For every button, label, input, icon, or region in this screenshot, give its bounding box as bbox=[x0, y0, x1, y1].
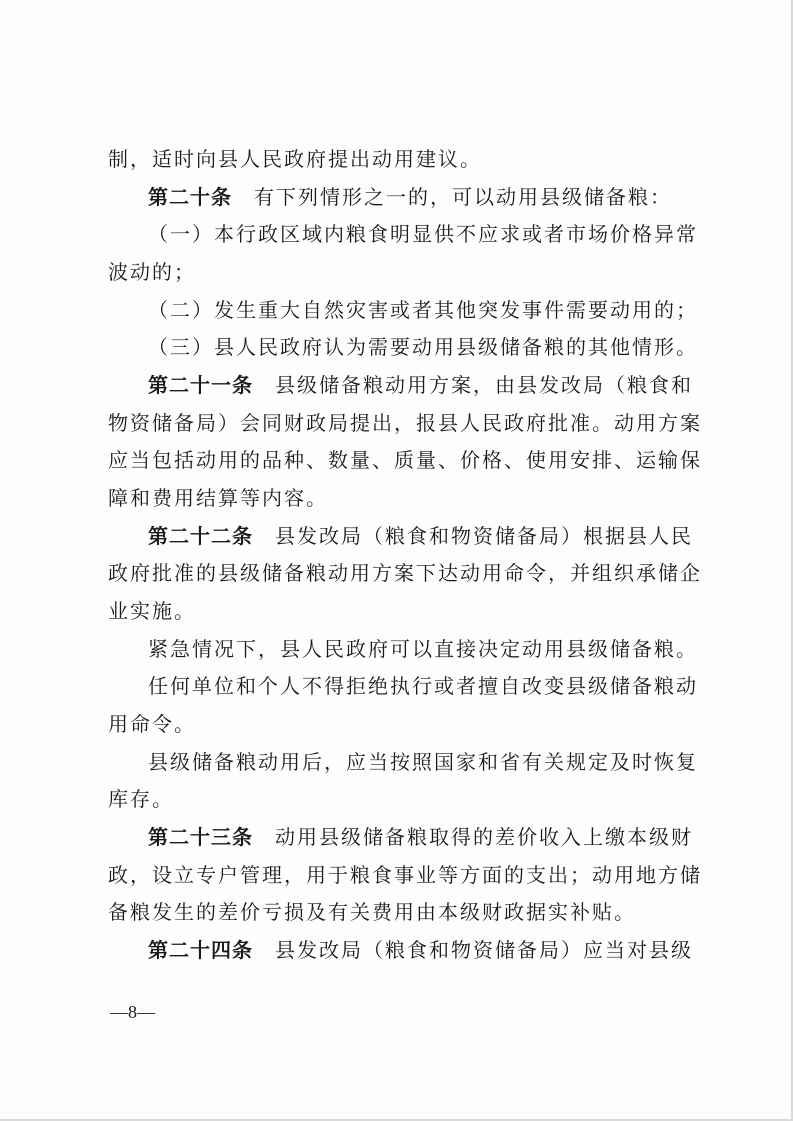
article-heading: 第二十二条 bbox=[148, 524, 253, 548]
text-line: 县级储备粮动用后，应当按照国家和省有关规定及时恢复 bbox=[148, 750, 698, 774]
text-line: 库存。 bbox=[108, 787, 174, 811]
article-heading: 第二十三条 bbox=[148, 825, 253, 849]
text-line: 业实施。 bbox=[108, 599, 196, 623]
article-heading: 第二十四条 bbox=[148, 938, 253, 962]
article-23 bbox=[148, 823, 693, 851]
text-line: （三）县人民政府认为需要动用县级储备粮的其他情形。 bbox=[148, 335, 698, 359]
text-line: 物资储备局）会同财政局提出，报县人民政府批准。动用方案 bbox=[108, 411, 702, 435]
article-text: 动用县级储备粮取得的差价收入上缴本级财 bbox=[275, 825, 693, 849]
text-line: 用命令。 bbox=[108, 712, 196, 736]
text-line: 紧急情况下，县人民政府可以直接决定动用县级储备粮。 bbox=[148, 637, 698, 661]
page-number: —8— bbox=[110, 1002, 155, 1022]
text-line: 备粮发生的差价亏损及有关费用由本级财政据实补贴。 bbox=[108, 900, 636, 924]
text-line: 政府批准的县级储备粮动用方案下达动用命令，并组织承储企 bbox=[108, 561, 702, 585]
text-line: 障和费用结算等内容。 bbox=[108, 486, 328, 510]
article-heading: 第二十条 bbox=[148, 185, 232, 209]
text-line: 制，适时向县人民政府提出动用建议。 bbox=[108, 147, 482, 171]
article-20 bbox=[148, 183, 672, 211]
article-text: 县级储备粮动用方案，由县发改局（粮食和 bbox=[275, 373, 693, 397]
text-line: （二）发生重大自然灾害或者其他突发事件需要动用的； bbox=[148, 298, 698, 322]
text-line: 任何单位和个人不得拒绝执行或者擅自改变县级储备粮动 bbox=[148, 674, 698, 698]
article-21 bbox=[148, 371, 693, 399]
text-line: 应当包括动用的品种、数量、质量、价格、使用安排、运输保 bbox=[108, 448, 702, 472]
article-text: 县发改局（粮食和物资储备局）根据县人民 bbox=[275, 524, 693, 548]
article-text: 县发改局（粮食和物资储备局）应当对县级 bbox=[275, 938, 693, 962]
text-line: 政，设立专户管理，用于粮食事业等方面的支出；动用地方储 bbox=[108, 863, 702, 887]
article-22 bbox=[148, 522, 693, 550]
article-24 bbox=[148, 936, 693, 964]
article-heading: 第二十一条 bbox=[148, 373, 253, 397]
article-text: 有下列情形之一的，可以动用县级储备粮： bbox=[254, 185, 672, 209]
text-line: 波动的； bbox=[108, 260, 196, 284]
text-line: （一）本行政区域内粮食明显供不应求或者市场价格异常 bbox=[148, 222, 698, 246]
